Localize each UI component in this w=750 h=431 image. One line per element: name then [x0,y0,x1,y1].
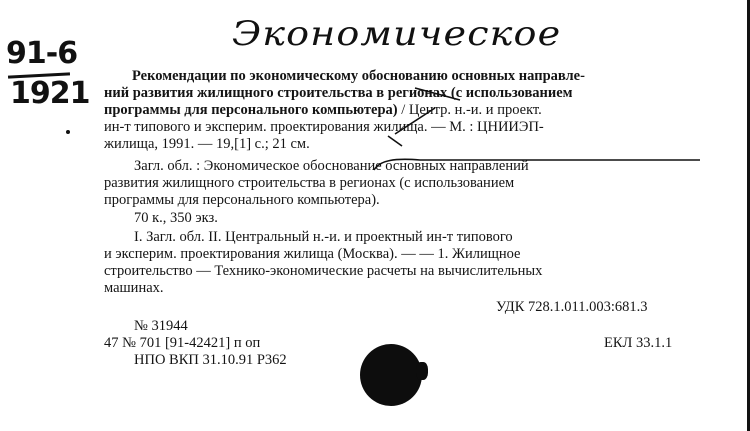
card-number: № 31944 [134,318,188,334]
tracings-line-1: I. Загл. обл. II. Центральный н.-и. и проектный ин-т типового [134,229,513,245]
tracings-line-4: машинах. [104,280,164,296]
slash-mark-top [415,88,460,100]
tracings-line-3: строительство — Технико-экономические расчеты на вычислительных [104,263,543,279]
publication-line-1: ин-т типового и эксперим. проектирования жилища. — М. : ЦНИИЭП- [104,119,544,135]
shelf-mark-bottom: 1921 [10,76,90,111]
order-line: 47 № 701 [91-42421] п оп [104,335,261,351]
ink-blot [360,344,422,406]
slash-mark-middle [395,108,435,134]
cover-title-line-2: развития жилищного строительства в регионах (с использованием [104,175,515,191]
publisher-line: НПО ВКП 31.10.91 Р362 [134,352,287,368]
udk-code: УДК 728.1.011.003:681.3 [496,299,648,315]
title-line-1: Рекомендации по экономическому обоснованию основных направле- [132,68,585,84]
ink-blot-tail [416,362,428,380]
tracings-line-2: и эксперим. проектирования жилища (Москва). — — 1. Жилищное [104,246,521,262]
title-line-3-bold: программы для персонального компьютера) [104,102,398,118]
tick-mark [388,136,402,146]
print-run: 70 к., 350 экз. [134,210,218,226]
cover-title-line-1: Загл. обл. : Экономическое обоснование основных направлений [134,158,529,174]
shelf-mark-top: 91-6 [6,36,78,71]
ekl-code: ЕКЛ 33.1.1 [604,335,673,351]
title-line-2: ний развития жилищного строительства в регионах (с использованием [104,85,573,101]
handwritten-heading: Экономическое [232,14,562,54]
underline-mark [374,159,700,170]
title-responsibility: / Центр. н.-и. и проект. [397,102,542,118]
publication-line-2: жилища, 1991. — 19,[1] с.; 21 см. [104,136,310,152]
cover-title-line-3: программы для персонального компьютера). [104,192,380,208]
